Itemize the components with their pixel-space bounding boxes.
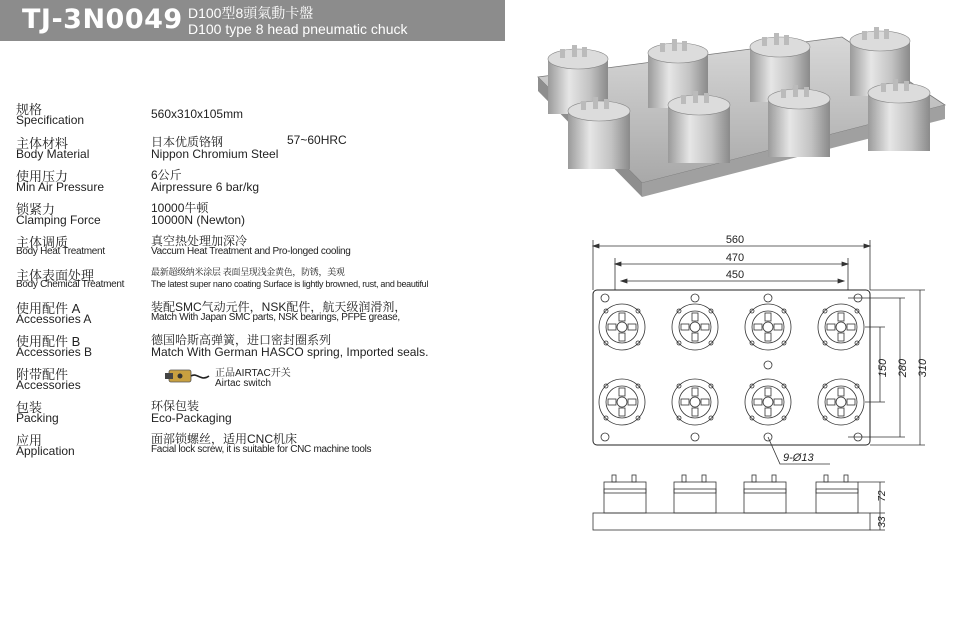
spec-label-cn: 规格 (16, 102, 43, 117)
dim-450-label: 450 (725, 269, 745, 281)
dim-150-label: 150 (877, 358, 889, 378)
spec-value-cn: 德国哈斯高弹簧，进口密封圈系列 (151, 333, 332, 347)
spec-value-hardness: 57~60HRC (287, 133, 347, 147)
spec-value-cn: 面部锁螺丝，适用CNC机床 (151, 432, 297, 446)
header-bar (0, 0, 505, 41)
spec-label-en: Accessories A (16, 312, 92, 326)
airtac-switch-image (163, 362, 211, 388)
dim-33-label: 33 (877, 516, 888, 528)
dimension-widths (593, 240, 870, 290)
spec-label-cn: 主体材料 (16, 136, 69, 151)
dim-72-label: 72 (877, 490, 888, 502)
spec-label-cn: 使用配件 A (16, 301, 81, 316)
side-view (593, 475, 885, 530)
spec-value-cn: 最新超级纳米涂层 表面呈现浅金黄色，防锈，美观 (151, 267, 345, 277)
spec-label-en: Packing (16, 411, 59, 425)
spec-value-en: Eco-Packaging (151, 411, 232, 425)
dim-280-label: 280 (897, 358, 909, 378)
spec-value-en: Match With German HASCO spring, Imported seals. (151, 345, 429, 359)
spec-value-cn: 10000牛顿 (151, 201, 209, 215)
spec-label-en: Min Air Pressure (16, 180, 105, 194)
plate-outline (593, 290, 870, 445)
technical-drawing (580, 228, 950, 548)
spec-value-cn: 日本优质铬钢 (151, 135, 224, 149)
model-number: TJ-3N0049 (22, 4, 183, 35)
spec-value-cn: 装配SMC气动元件，NSK配件，航天级润滑剂， (151, 300, 407, 314)
spec-label-cn: 使用配件 B (16, 334, 81, 349)
spec-label-en: Clamping Force (16, 213, 101, 227)
spec-value-cn: 真空热处理加深冷 (151, 234, 248, 248)
spec-label-cn: 包装 (16, 400, 43, 415)
spec-label-cn: 主体表面处理 (16, 268, 95, 283)
spec-value-en: Nippon Chromium Steel (151, 147, 279, 161)
spec-label-en: Body Material (16, 147, 90, 161)
title-chinese: D100型8頭氣動卡盤 (188, 5, 314, 21)
spec-value-en: Airpressure 6 bar/kg (151, 180, 260, 194)
chuck-top-views (599, 304, 864, 425)
spec-value-en: The latest super nano coating Surface is lightly browned, rust, and beautiful (151, 279, 429, 289)
spec-label-en: Body Chemical Treatment (16, 279, 125, 290)
product-3d-render (530, 25, 950, 210)
airtac-label-en: Airtac switch (215, 378, 272, 389)
spec-value-en: 10000N (Newton) (151, 213, 246, 227)
spec-label-en: Accessories B (16, 345, 93, 359)
spec-label-cn: 主体调质 (16, 235, 69, 250)
spec-label-cn: 应用 (16, 433, 43, 448)
spec-label-en: Specification (16, 113, 85, 127)
title-english: D100 type 8 head pneumatic chuck (188, 21, 408, 37)
spec-label-en: Application (16, 444, 75, 458)
dim-470-label: 470 (725, 252, 745, 264)
hole-note: 9-Ø13 (783, 452, 814, 464)
dim-310-label: 310 (917, 358, 929, 378)
spec-value: 560x310x105mm (151, 107, 244, 121)
dim-560-label: 560 (725, 234, 745, 246)
spec-value-cn: 6公斤 (151, 168, 182, 182)
spec-label-cn: 锁紧力 (16, 202, 56, 217)
spec-label-cn: 使用压力 (16, 169, 69, 184)
spec-value-en: Match With Japan SMC parts, NSK bearings, PFPE grease, (151, 312, 400, 323)
spec-value-en: Vaccum Heat Treatment and Pro-longed cooling (151, 246, 351, 257)
airtac-label-cn: 正品AIRTAC开关 (215, 368, 291, 379)
spec-value-en: Facial lock screw, it is suitable for CNC machine tools (151, 444, 372, 455)
spec-value-cn: 环保包装 (151, 399, 200, 413)
spec-label-cn: 附带配件 (16, 367, 69, 382)
spec-label-en: Accessories (16, 378, 81, 392)
spec-label-en: Body Heat Treatment (16, 246, 105, 257)
